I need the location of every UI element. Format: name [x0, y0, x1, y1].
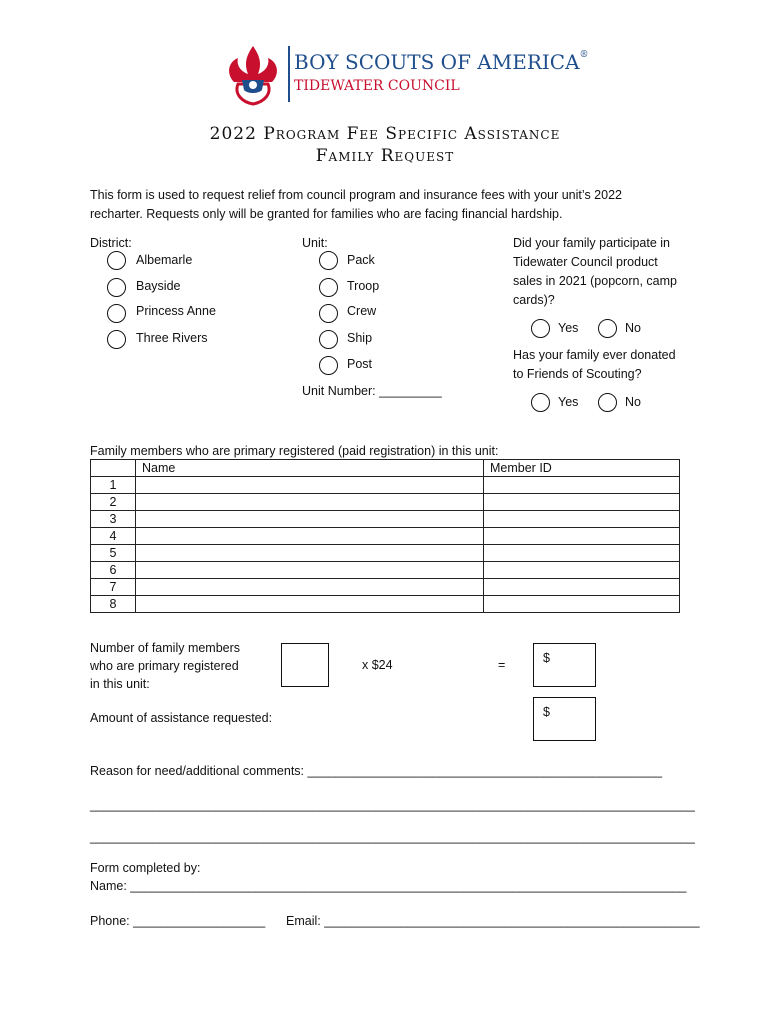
district-albemarle-radio[interactable]	[107, 251, 126, 270]
row-number: 4	[91, 528, 136, 545]
label-line: Number of family members	[90, 641, 241, 655]
question-product-sales	[513, 234, 677, 310]
question-line: Tidewater Council product	[513, 255, 658, 269]
row-number: 8	[91, 596, 136, 613]
unit-pack-radio[interactable]	[319, 251, 338, 270]
page-title-line2: Family Request	[315, 146, 455, 166]
unit-option-label: Troop	[347, 279, 380, 293]
logo-council-name: TIDEWATER COUNCIL	[294, 78, 460, 94]
page-title-line1: 2022 Program Fee Specific Assistance	[209, 124, 561, 144]
unit-label: Unit:	[302, 236, 328, 250]
member-name-cell[interactable]	[136, 511, 484, 528]
member-count-input[interactable]	[281, 643, 329, 687]
row-number: 6	[91, 562, 136, 579]
district-option-label: Bayside	[136, 279, 181, 293]
name-field[interactable]: Name: ________________________________________________________________________________	[90, 879, 687, 893]
question-line: sales in 2021 (popcorn, camp	[513, 274, 677, 288]
table-row	[91, 545, 680, 562]
logo-org-name: BOY SCOUTS OF AMERICA®	[294, 50, 589, 74]
table-row	[91, 596, 680, 613]
donated-yes-radio[interactable]	[531, 393, 550, 412]
no-label: No	[625, 321, 641, 335]
table-header-member-id: Member ID	[484, 460, 680, 477]
member-name-cell[interactable]	[136, 545, 484, 562]
district-option-label: Three Rivers	[136, 331, 208, 345]
row-number: 1	[91, 477, 136, 494]
question-line: Has your family ever donated	[513, 348, 676, 362]
table-row	[91, 528, 680, 545]
district-princess-anne-radio[interactable]	[107, 304, 126, 323]
table-row	[91, 511, 680, 528]
yes-label: Yes	[558, 395, 579, 409]
question-friends-of-scouting	[513, 346, 676, 384]
member-name-cell[interactable]	[136, 528, 484, 545]
unit-number-field[interactable]: Unit Number: _________	[302, 384, 442, 398]
member-id-cell[interactable]	[484, 528, 680, 545]
unit-crew-radio[interactable]	[319, 304, 338, 323]
unit-option-label: Ship	[347, 331, 373, 345]
unit-option-label: Pack	[347, 253, 375, 267]
logo-divider	[288, 46, 290, 102]
dollar-sign: $	[543, 705, 550, 719]
district-label: District:	[90, 236, 132, 250]
members-heading: Family members who are primary registered (paid registration) in this unit:	[90, 444, 499, 458]
table-row	[91, 477, 680, 494]
member-name-cell[interactable]	[136, 494, 484, 511]
member-name-cell[interactable]	[136, 562, 484, 579]
comments-field[interactable]: Reason for need/additional comments: ___________________________________________________	[90, 764, 663, 778]
intro-text-line1: This form is used to request relief from council program and insurance fees with your unit’s 2022	[90, 188, 622, 202]
member-name-cell[interactable]	[136, 579, 484, 596]
district-option-label: Princess Anne	[136, 304, 216, 318]
unit-option-label: Crew	[347, 304, 377, 318]
sales-yes-radio[interactable]	[531, 319, 550, 338]
row-number: 2	[91, 494, 136, 511]
member-id-cell[interactable]	[484, 579, 680, 596]
unit-ship-radio[interactable]	[319, 330, 338, 349]
member-id-cell[interactable]	[484, 562, 680, 579]
member-count-label	[90, 639, 240, 693]
table-header-number	[91, 460, 136, 477]
no-label: No	[625, 395, 641, 409]
comments-line[interactable]: _______________________________________________________________________________________	[90, 830, 695, 844]
member-name-cell[interactable]	[136, 596, 484, 613]
member-id-cell[interactable]	[484, 511, 680, 528]
unit-option-label: Post	[347, 357, 373, 371]
sales-no-radio[interactable]	[598, 319, 617, 338]
question-line: cards)?	[513, 293, 555, 307]
label-line: who are primary registered	[90, 659, 239, 673]
assistance-label: Amount of assistance requested:	[90, 711, 273, 725]
unit-post-radio[interactable]	[319, 356, 338, 375]
email-field[interactable]: Email: ______________________________________________________	[286, 914, 700, 928]
equals-sign: =	[498, 658, 506, 672]
row-number: 7	[91, 579, 136, 596]
phone-field[interactable]: Phone: ___________________	[90, 914, 266, 928]
completed-by-label: Form completed by:	[90, 861, 201, 875]
comments-line[interactable]: _______________________________________________________________________________________	[90, 798, 695, 812]
multiplier-text: x $24	[362, 658, 393, 672]
district-option-label: Albemarle	[136, 253, 193, 267]
member-name-cell[interactable]	[136, 477, 484, 494]
question-line: to Friends of Scouting?	[513, 367, 642, 381]
table-header-name: Name	[136, 460, 484, 477]
label-line: in this unit:	[90, 677, 150, 691]
intro-text-line2: recharter. Requests only will be granted for families who are facing financial hardship.	[90, 207, 563, 221]
district-bayside-radio[interactable]	[107, 278, 126, 297]
table-row	[91, 579, 680, 596]
donated-no-radio[interactable]	[598, 393, 617, 412]
unit-troop-radio[interactable]	[319, 278, 338, 297]
question-line: Did your family participate in	[513, 236, 671, 250]
fleur-de-lis-icon	[224, 44, 282, 106]
table-row	[91, 494, 680, 511]
member-id-cell[interactable]	[484, 596, 680, 613]
table-header-row	[91, 460, 680, 477]
table-row	[91, 562, 680, 579]
member-id-cell[interactable]	[484, 494, 680, 511]
members-table	[90, 459, 680, 613]
yes-label: Yes	[558, 321, 579, 335]
row-number: 5	[91, 545, 136, 562]
dollar-sign: $	[543, 651, 550, 665]
bsa-logo	[224, 44, 589, 106]
district-three-rivers-radio[interactable]	[107, 330, 126, 349]
row-number: 3	[91, 511, 136, 528]
member-id-cell[interactable]	[484, 545, 680, 562]
member-id-cell[interactable]	[484, 477, 680, 494]
